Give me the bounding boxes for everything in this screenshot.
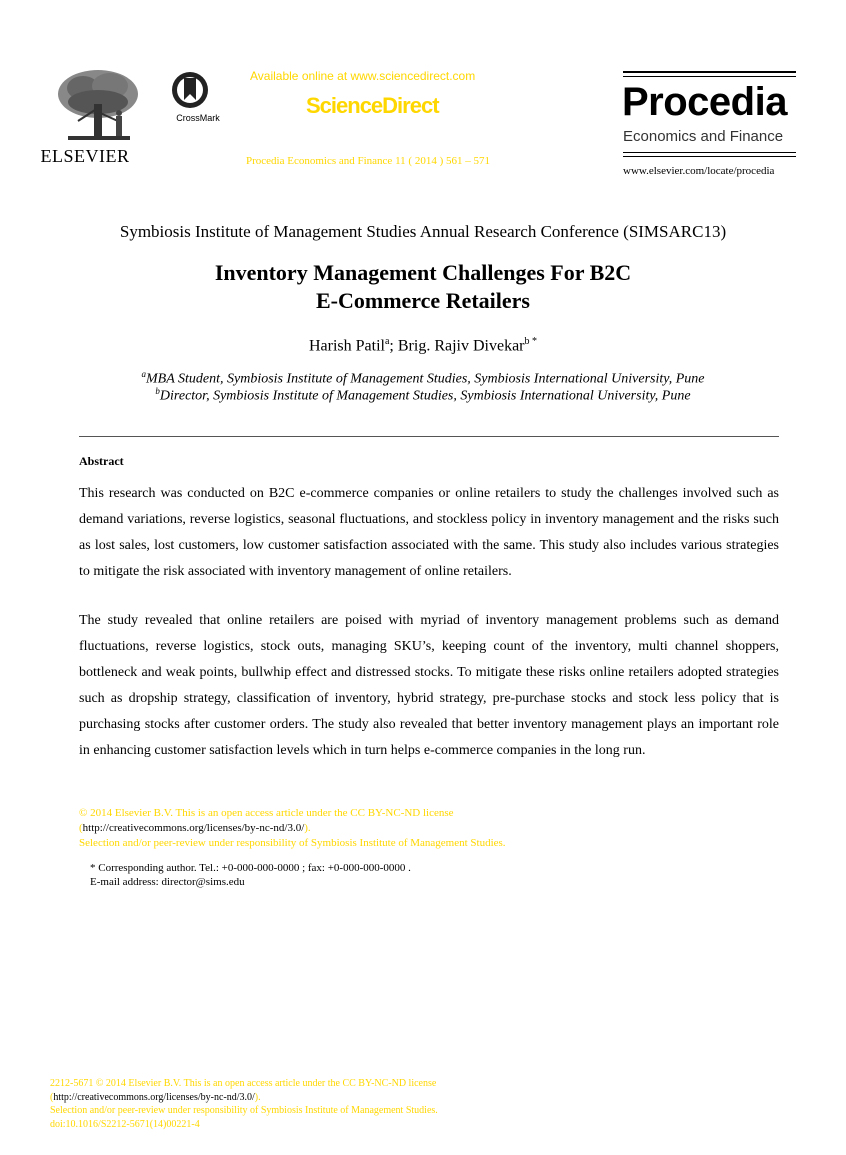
abstract-heading: Abstract xyxy=(79,454,124,468)
journal-reference: Procedia Economics and Finance 11 ( 2014 ) 561 – 571 xyxy=(246,155,490,167)
divider xyxy=(623,152,796,153)
divider xyxy=(623,71,796,73)
footer-line-2 xyxy=(50,1091,438,1105)
authors xyxy=(0,336,846,355)
available-online-link[interactable]: Available online at www.sciencedirect.com xyxy=(250,69,476,83)
author-2-sup: b * xyxy=(524,336,538,347)
affiliation-a xyxy=(0,369,846,388)
footer-line-3: Selection and/or peer-review under responsibility of Symbiosis Institute of Management Studies. xyxy=(50,1105,438,1116)
crossmark-label: CrossMark xyxy=(176,113,220,123)
procedia-logo: Procedia xyxy=(622,80,787,124)
paren-open: ( xyxy=(50,1091,54,1103)
title-line-2: E-Commerce Retailers xyxy=(316,288,530,313)
abstract-paragraph-1: This research was conducted on B2C e-commerce companies or online retailers to study the challenges involved such as demand variations, reverse logistics, seasonal fluctuations, and stockless policy in inventory management and the risks such as lost sales, lost customers, low customer satisfaction associated with the same. This study also includes various strategies to mitigate the risk associated with inventory management of online retailers. xyxy=(79,486,779,579)
affiliation-a-text: MBA Student, Symbiosis Institute of Management Studies, Symbiosis International University, Pune xyxy=(145,371,705,387)
paper-title xyxy=(0,259,846,315)
license-url-link[interactable]: http://creativecommons.org/licenses/by-nc-nd/3.0/ xyxy=(82,822,305,834)
footer-doi[interactable]: doi:10.1016/S2212-5671(14)00221-4 xyxy=(50,1118,200,1130)
footer-url-link[interactable]: http://creativecommons.org/licenses/by-nc-nd/3.0/ xyxy=(53,1091,255,1103)
license-notice xyxy=(79,806,506,851)
paren-open: ( xyxy=(79,822,83,834)
author-1-sup: a xyxy=(384,336,390,347)
paren-close: ). xyxy=(304,822,311,834)
divider xyxy=(623,156,796,157)
affiliation-b-sup: b xyxy=(155,386,160,396)
page-footer xyxy=(50,1077,438,1131)
publisher-name: ELSEVIER xyxy=(40,146,130,166)
license-line-1: © 2014 Elsevier B.V. This is an open access article under the CC BY-NC-ND license xyxy=(79,807,454,819)
paren-close: ). xyxy=(254,1091,261,1103)
title-line-1: Inventory Management Challenges For B2C xyxy=(214,260,632,285)
section-divider xyxy=(79,436,779,437)
abstract-paragraph-2: The study revealed that online retailers are poised with myriad of inventory management problems such as demand fluctuations, reverse logistics, stock outs, managing SKU’s, keeping count of the inventory, multi channel shoppers, bottleneck and weak points, bullwhip effect and distressed stocks. To mitigate these risks online retailers adopted strategies such as dropship strategy, classification of inventory, hybrid strategy, pre-purchase stocks and stock less policy that is purchasing stocks after customer orders. The study also revealed that better inventory management plays an important role in enhancing customer satisfaction levels which in turn helps e-commerce companies in the long run. xyxy=(79,613,779,758)
affiliation-b xyxy=(0,386,846,405)
sciencedirect-logo[interactable]: ScienceDirect xyxy=(306,93,439,118)
license-line-2 xyxy=(79,821,506,836)
conference-name: Symbiosis Institute of Management Studies Annual Research Conference (SIMSARC13) xyxy=(119,222,727,241)
author-1: Harish Patil xyxy=(308,337,385,355)
footer-line-1: 2212-5671 © 2014 Elsevier B.V. This is an open access article under the CC BY-NC-ND license xyxy=(50,1078,437,1089)
correspondence-email[interactable]: E-mail address: director@sims.edu xyxy=(90,876,245,888)
divider xyxy=(623,76,796,77)
affiliation-b-text: Director, Symbiosis Institute of Management Studies, Symbiosis International University, Pune xyxy=(159,388,691,404)
correspondence-line-1: * Corresponding author. Tel.: +0-000-000-0000 ; fax: +0-000-000-0000 . xyxy=(90,862,411,874)
license-line-3: Selection and/or peer-review under responsibility of Symbiosis Institute of Management Studies. xyxy=(79,837,506,849)
author-2: ; Brig. Rajiv Divekar xyxy=(389,337,525,355)
procedia-url[interactable]: www.elsevier.com/locate/procedia xyxy=(623,165,775,177)
affiliation-a-sup: a xyxy=(141,369,146,379)
procedia-subtitle: Economics and Finance xyxy=(623,128,784,145)
correspondence-note xyxy=(90,861,411,889)
